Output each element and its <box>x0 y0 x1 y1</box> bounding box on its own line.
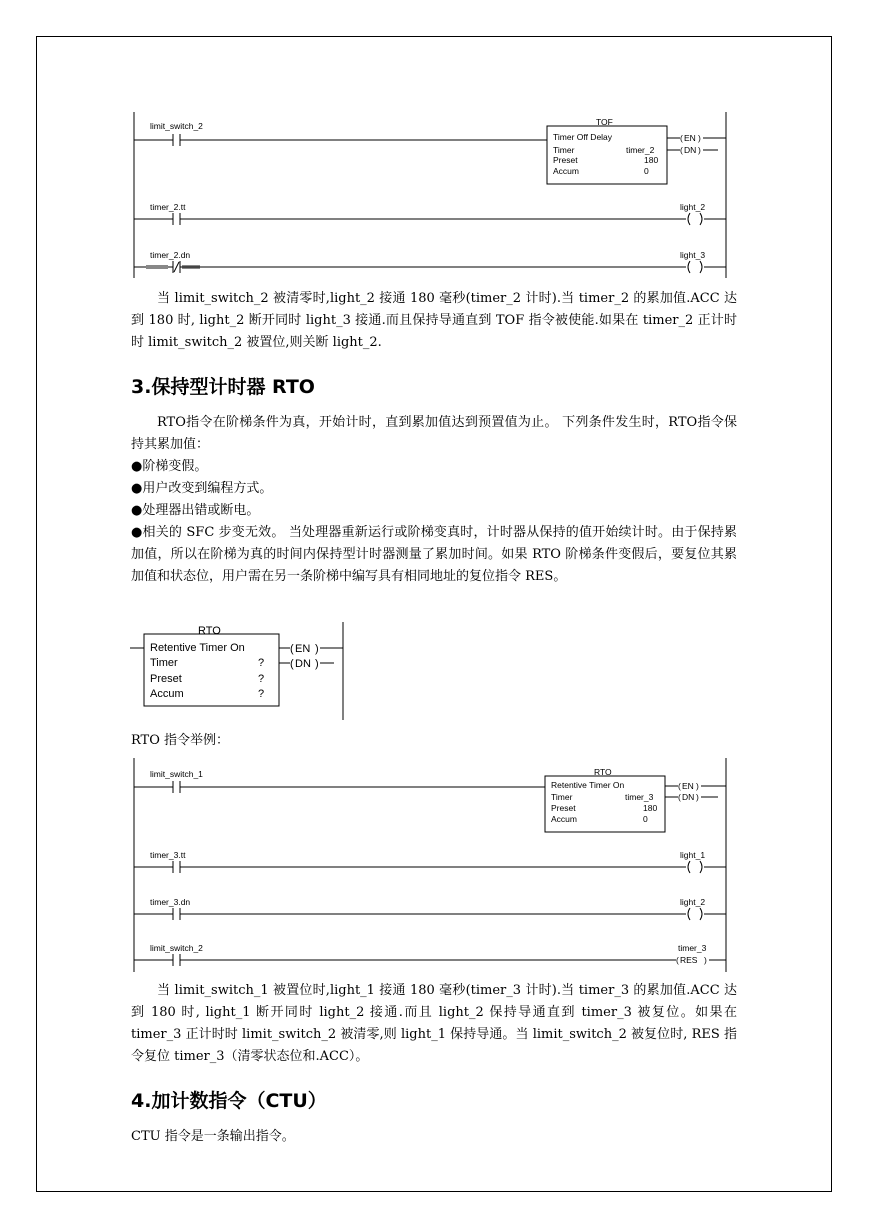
rto-block-diagram <box>130 622 350 722</box>
paragraph-rto-explanation: 当 limit_switch_1 被置位时,light_1 接通 180 毫秒(timer_3 计时).当 timer_3 的累加值.ACC 达到 180 时, light_1 断开同时 light_2 接通.而且 light_2 保持导通直到 timer_3 被复位。如果在 timer_3 正计时时 limit_switch_2 被清零,则 light_1 保持导通。当 limit_switch_2 被复位时, RES 指令复位 timer_3（清零状态位和.ACC）。 <box>131 983 737 1064</box>
svg-text:RES: RES <box>680 955 698 965</box>
svg-text:?: ? <box>258 657 265 669</box>
svg-text:DN: DN <box>682 792 695 802</box>
svg-text:): ) <box>698 133 701 143</box>
svg-text:): ) <box>315 643 319 655</box>
svg-text:EN: EN <box>682 781 694 791</box>
svg-text:EN: EN <box>684 133 696 143</box>
svg-text:Preset: Preset <box>553 155 578 165</box>
bullet-item: ●用户改变到编程方式。 <box>131 481 273 496</box>
svg-text:Retentive Timer On: Retentive Timer On <box>551 780 625 790</box>
svg-text:timer_2.tt: timer_2.tt <box>150 202 186 212</box>
svg-text:(: ( <box>678 781 681 791</box>
svg-text:limit_switch_1: limit_switch_1 <box>150 769 203 779</box>
svg-text:Timer: Timer <box>551 792 573 802</box>
svg-text:(: ( <box>680 145 683 155</box>
svg-text:Accum: Accum <box>553 166 579 176</box>
en-output: ( <box>680 133 683 143</box>
svg-text:(: ( <box>290 658 294 670</box>
bullet-item: ●相关的 SFC 步变无效。 当处理器重新运行或阶梯变真时，计时器从保持的值开始续计时。由于保持累加值，所以在阶梯为真的时间内保持型计时器测量了累加时间。如果 RTO 阶梯条件变假后，要复位其累加值和状态位，用户需在另一条阶梯中编写具有相同地址的复位指令 RES。 <box>131 525 737 584</box>
svg-text:Accum: Accum <box>150 688 184 700</box>
svg-text:Retentive Timer On: Retentive Timer On <box>150 642 245 654</box>
ladder-diagram-tof <box>128 108 734 278</box>
svg-text:): ) <box>696 781 699 791</box>
svg-text:?: ? <box>258 688 265 700</box>
svg-text:0: 0 <box>643 814 648 824</box>
svg-text:180: 180 <box>644 155 659 165</box>
svg-text:timer_3.tt: timer_3.tt <box>150 850 186 860</box>
coil-label: light_2 <box>680 202 706 212</box>
rto-example-label: RTO 指令举例： <box>131 733 230 748</box>
contact-label: limit_switch_2 <box>150 121 203 131</box>
svg-text:Timer: Timer <box>553 145 575 155</box>
svg-text:): ) <box>704 955 707 965</box>
svg-text:Accum: Accum <box>551 814 577 824</box>
svg-text:RTO: RTO <box>594 767 612 777</box>
svg-text:DN: DN <box>295 658 311 670</box>
svg-text:timer_3: timer_3 <box>678 943 707 953</box>
svg-text:timer_2: timer_2 <box>626 145 655 155</box>
svg-text:DN: DN <box>684 145 697 155</box>
svg-text:(: ( <box>678 792 681 802</box>
bullet-item: ●处理器出错或断电。 <box>131 503 260 518</box>
svg-text:EN: EN <box>295 643 311 655</box>
svg-text:light_2: light_2 <box>680 897 706 907</box>
svg-text:?: ? <box>258 673 265 685</box>
block-title: TOF <box>596 117 613 127</box>
bullet-item: ●阶梯变假。 <box>131 459 208 474</box>
ctu-description: CTU 指令是一条输出指令。 <box>131 1129 295 1144</box>
paragraph-tof-explanation: 当 limit_switch_2 被清零时,light_2 接通 180 毫秒(timer_2 计时).当 timer_2 的累加值.ACC 达到 180 时, light_2 断开同时 light_3 接通.而且保持导通直到 TOF 指令被使能.如果在 timer_2 正计时时 limit_switch_2 被置位,则关断 light_2. <box>131 291 737 350</box>
svg-text:Preset: Preset <box>150 673 182 685</box>
svg-text:180: 180 <box>643 803 658 813</box>
ladder-diagram-rto <box>128 756 734 974</box>
svg-text:(: ( <box>676 955 679 965</box>
svg-text:RTO: RTO <box>198 625 221 637</box>
svg-text:timer_2.dn: timer_2.dn <box>150 250 191 260</box>
svg-text:timer_3: timer_3 <box>625 792 654 802</box>
svg-text:): ) <box>698 145 701 155</box>
svg-text:timer_3.dn: timer_3.dn <box>150 897 191 907</box>
svg-text:limit_switch_2: limit_switch_2 <box>150 943 203 953</box>
rto-description: RTO指令在阶梯条件为真，开始计时，直到累加值达到预置值为止。 下列条件发生时，RTO指令保持其累加值： ●阶梯变假。 ●用户改变到编程方式。 ●处理器出错或断电。 ●相关的 SFC 步变无效。 当处理器重新运行或阶梯变真时，计时器从保持的值开始续计时。由于保持累加值，所以在阶梯为真的时间内保持型计时器测量了累加时间。如果 RTO 阶梯条件变假后，要复位其累加值和状态位，用户需在另一条阶梯中编写具有相同地址的复位指令 RES。 <box>131 412 737 588</box>
svg-text:): ) <box>315 658 319 670</box>
svg-text:Preset: Preset <box>551 803 576 813</box>
heading-rto: 3.保持型计时器 RTO <box>131 376 315 398</box>
svg-text:): ) <box>696 792 699 802</box>
svg-text:Timer: Timer <box>150 657 178 669</box>
svg-text:light_1: light_1 <box>680 850 706 860</box>
svg-text:0: 0 <box>644 166 649 176</box>
svg-text:(: ( <box>290 643 294 655</box>
block-name: Timer Off Delay <box>553 132 613 142</box>
svg-text:light_3: light_3 <box>680 250 706 260</box>
heading-ctu: 4.加计数指令（CTU） <box>131 1090 327 1112</box>
